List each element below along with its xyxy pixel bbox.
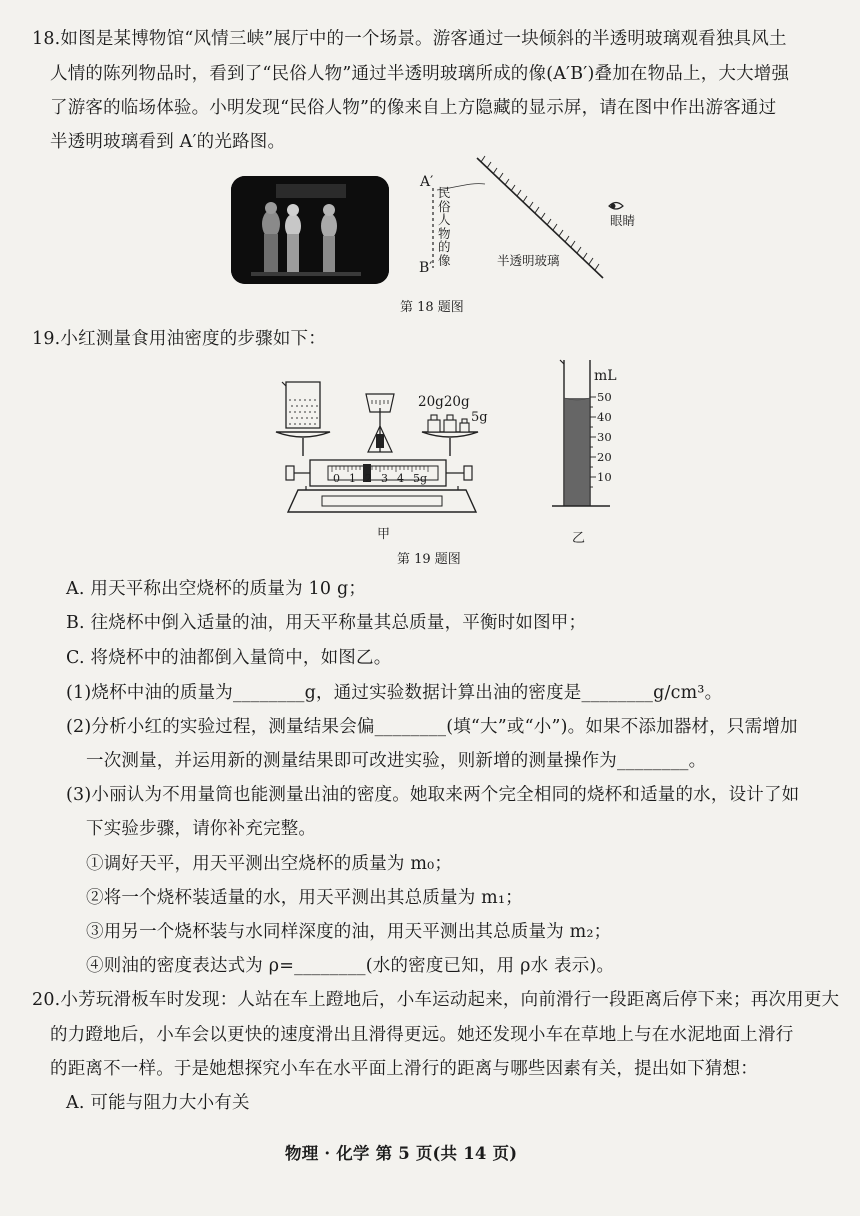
cylinder-unit: mL (594, 368, 617, 384)
q19-sub2-line2: 一次测量，并运用新的测量结果即可改进实验，则新增的测量操作为________。 (86, 751, 707, 771)
fig18-caption: 第 18 题图 (400, 300, 464, 315)
weight-5g-label: 5g (471, 410, 488, 425)
q18-line-4: 半透明玻璃看到 A′的光路图。 (50, 132, 286, 152)
q19-sub3-step-1: ①调好天平，用天平测出空烧杯的质量为 m₀； (86, 854, 453, 874)
cylinder-tick-40: 40 (597, 410, 612, 424)
right-pan (422, 432, 478, 437)
q20-line-2: 的力蹬地后，小车会以更快的速度滑出且滑得更远。她还发现小车在草地上与在水泥地面上滑行 (50, 1025, 794, 1045)
q18-line-3: 了游客的临场体验。小明发现“民俗人物”的像来自上方隐藏的显示屏，请在图中作出游客通过 (50, 98, 777, 118)
balance-base (288, 486, 476, 512)
q19-sub3-step-2: ②将一个烧杯装适量的水，用天平测出其总质量为 m₁； (86, 888, 523, 908)
q18-line-1: 18.如图是某博物馆“风情三峡”展厅中的一个场景。游客通过一块倾斜的半透明玻璃观看独具风土 (32, 29, 787, 49)
q19-sub3-line2: 下实验步骤，请你补充完整。 (86, 819, 317, 839)
cylinder-tick-10: 10 (597, 470, 612, 484)
page-footer: 物理 · 化学 第 5 页(共 14 页) (285, 1144, 518, 1163)
left-pan (276, 432, 330, 437)
q19-step-a: A. 用天平称出空烧杯的质量为 10 g； (66, 579, 367, 599)
q19-sub3-step-4: ④则油的密度表达式为 ρ=________(水的密度已知，用 ρ水 表示)。 (86, 956, 615, 976)
label-jia: 甲 (377, 527, 391, 542)
q20-option-a: A. 可能与阻力大小有关 (66, 1093, 250, 1113)
weights-label: 20g20g (418, 394, 470, 410)
oil-column (565, 398, 590, 506)
weights (428, 415, 469, 432)
q18-line-2: 人情的陈列物品时，看到了“民俗人物”通过半透明玻璃所成的像(A′B′)叠加在物品上，大大增强 (50, 64, 790, 84)
eye-label: 眼睛 (610, 213, 636, 228)
fig19-caption: 第 19 题图 (397, 552, 461, 567)
museum-scene-photo (231, 176, 389, 284)
cylinder-tick-30: 30 (597, 430, 612, 444)
balance-nuts (286, 466, 472, 480)
q20-line-3: 的距离不一样。于是她想探究小车在水平面上滑行的距离与哪些因素有关，提出如下猜想： (50, 1059, 758, 1079)
beaker (282, 382, 320, 428)
label-b-prime: B′ (419, 260, 433, 276)
q19-step-c: C. 将烧杯中的油都倒入量筒中，如图乙。 (66, 648, 392, 668)
q19-sub1: (1)烧杯中油的质量为________g，通过实验数据计算出油的密度是________g/cm³。 (66, 683, 723, 703)
q19-sub3-step-3: ③用另一个烧杯装与水同样深度的油，用天平测出其总质量为 m₂； (86, 922, 612, 942)
q19-intro: 19.小红测量食用油密度的步骤如下： (32, 329, 326, 349)
glass-label: 半透明玻璃 (497, 253, 560, 268)
cylinder-tick-20: 20 (597, 450, 612, 464)
museum-photo-figures (231, 176, 389, 284)
label-a-prime: A′ (420, 174, 434, 190)
label-yi: 乙 (572, 531, 586, 546)
cylinder-tick-50: 50 (597, 390, 612, 404)
q19-sub3-line1: (3)小丽认为不用量筒也能测量出油的密度。她取来两个完全相同的烧杯和适量的水，设计了如 (66, 785, 800, 805)
q19-sub2-line1: (2)分析小红的实验过程，测量结果会偏________(填“大”或“小”)。如果不添加器材，只需增加 (66, 717, 798, 737)
q19-step-b: B. 往烧杯中倒入适量的油，用天平称量其总质量，平衡时如图甲； (66, 613, 587, 633)
image-label-vertical: 民 俗 人 物 的 像 (438, 185, 451, 268)
q20-line-1: 20.小芳玩滑板车时发现：人站在车上蹬地后，小车运动起来，向前滑行一段距离后停下来；再次用更大 (32, 990, 840, 1010)
pointer-scale (366, 394, 394, 452)
eye-icon (609, 203, 623, 210)
